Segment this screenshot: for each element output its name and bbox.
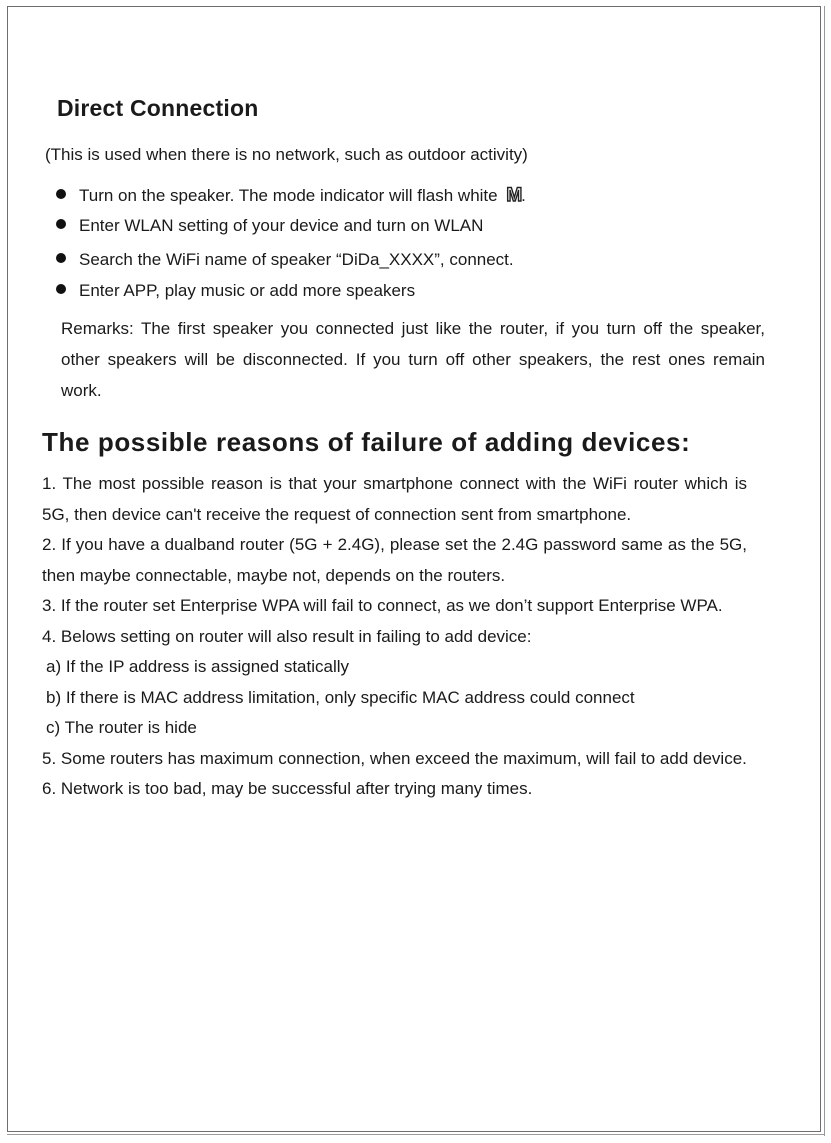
step-text: Enter WLAN setting of your device and turn on WLAN bbox=[79, 216, 484, 235]
bullet-icon bbox=[56, 219, 66, 229]
page-edge-right bbox=[824, 6, 825, 1136]
step-item bbox=[56, 250, 514, 270]
step-text: Turn on the speaker. The mode indicator will flash white bbox=[79, 186, 498, 205]
failure-reasons-heading: The possible reasons of failure of adding devices: bbox=[42, 427, 691, 457]
step-text: Search the WiFi name of speaker “DiDa_XXXX”, connect. bbox=[79, 250, 514, 269]
reason-subitem: c) The router is hide bbox=[46, 718, 197, 737]
bullet-icon bbox=[56, 253, 66, 263]
step-item bbox=[56, 185, 526, 207]
reason-item: 2. If you have a dualband router (5G + 2.4G), please set the 2.4G password same as the 5G, then maybe connectable, maybe not, depends on the routers. bbox=[42, 535, 747, 585]
reason-item: 1. The most possible reason is that your smartphone connect with the WiFi router which is 5G, then device can't receive the request of connection sent from smartphone. bbox=[42, 474, 747, 524]
remarks-paragraph: Remarks: The first speaker you connected just like the router, if you turn off the speaker, other speakers will be disconnected. If you turn off other speakers, the rest ones remain work. bbox=[61, 319, 765, 400]
reason-item: 4. Belows setting on router will also result in failing to add device: bbox=[42, 626, 532, 646]
bullet-icon bbox=[56, 284, 66, 294]
failure-reasons-list bbox=[42, 469, 747, 805]
step-text: Enter APP, play music or add more speakers bbox=[79, 281, 416, 300]
reason-subitem: b) If there is MAC address limitation, only specific MAC address could connect bbox=[46, 687, 635, 707]
step-item bbox=[56, 216, 483, 236]
page-edge-bottom bbox=[7, 1134, 825, 1135]
reason-item: 3. If the router set Enterprise WPA will fail to connect, as we don’t support Enterprise WPA. bbox=[42, 596, 723, 615]
reason-item: 6. Network is too bad, may be successful after trying many times. bbox=[42, 779, 533, 798]
reason-subitem: a) If the IP address is assigned statically bbox=[46, 657, 350, 676]
direct-connection-heading: Direct Connection bbox=[57, 95, 259, 121]
reason-item: 5. Some routers has maximum connection, when exceed the maximum, will fail to add device. bbox=[42, 748, 747, 768]
step-suffix: . bbox=[521, 186, 526, 205]
mode-indicator-m-icon: M bbox=[506, 185, 522, 206]
bullet-icon bbox=[56, 189, 66, 199]
direct-connection-note: (This is used when there is no network, such as outdoor activity) bbox=[45, 145, 528, 164]
step-item bbox=[56, 281, 415, 301]
